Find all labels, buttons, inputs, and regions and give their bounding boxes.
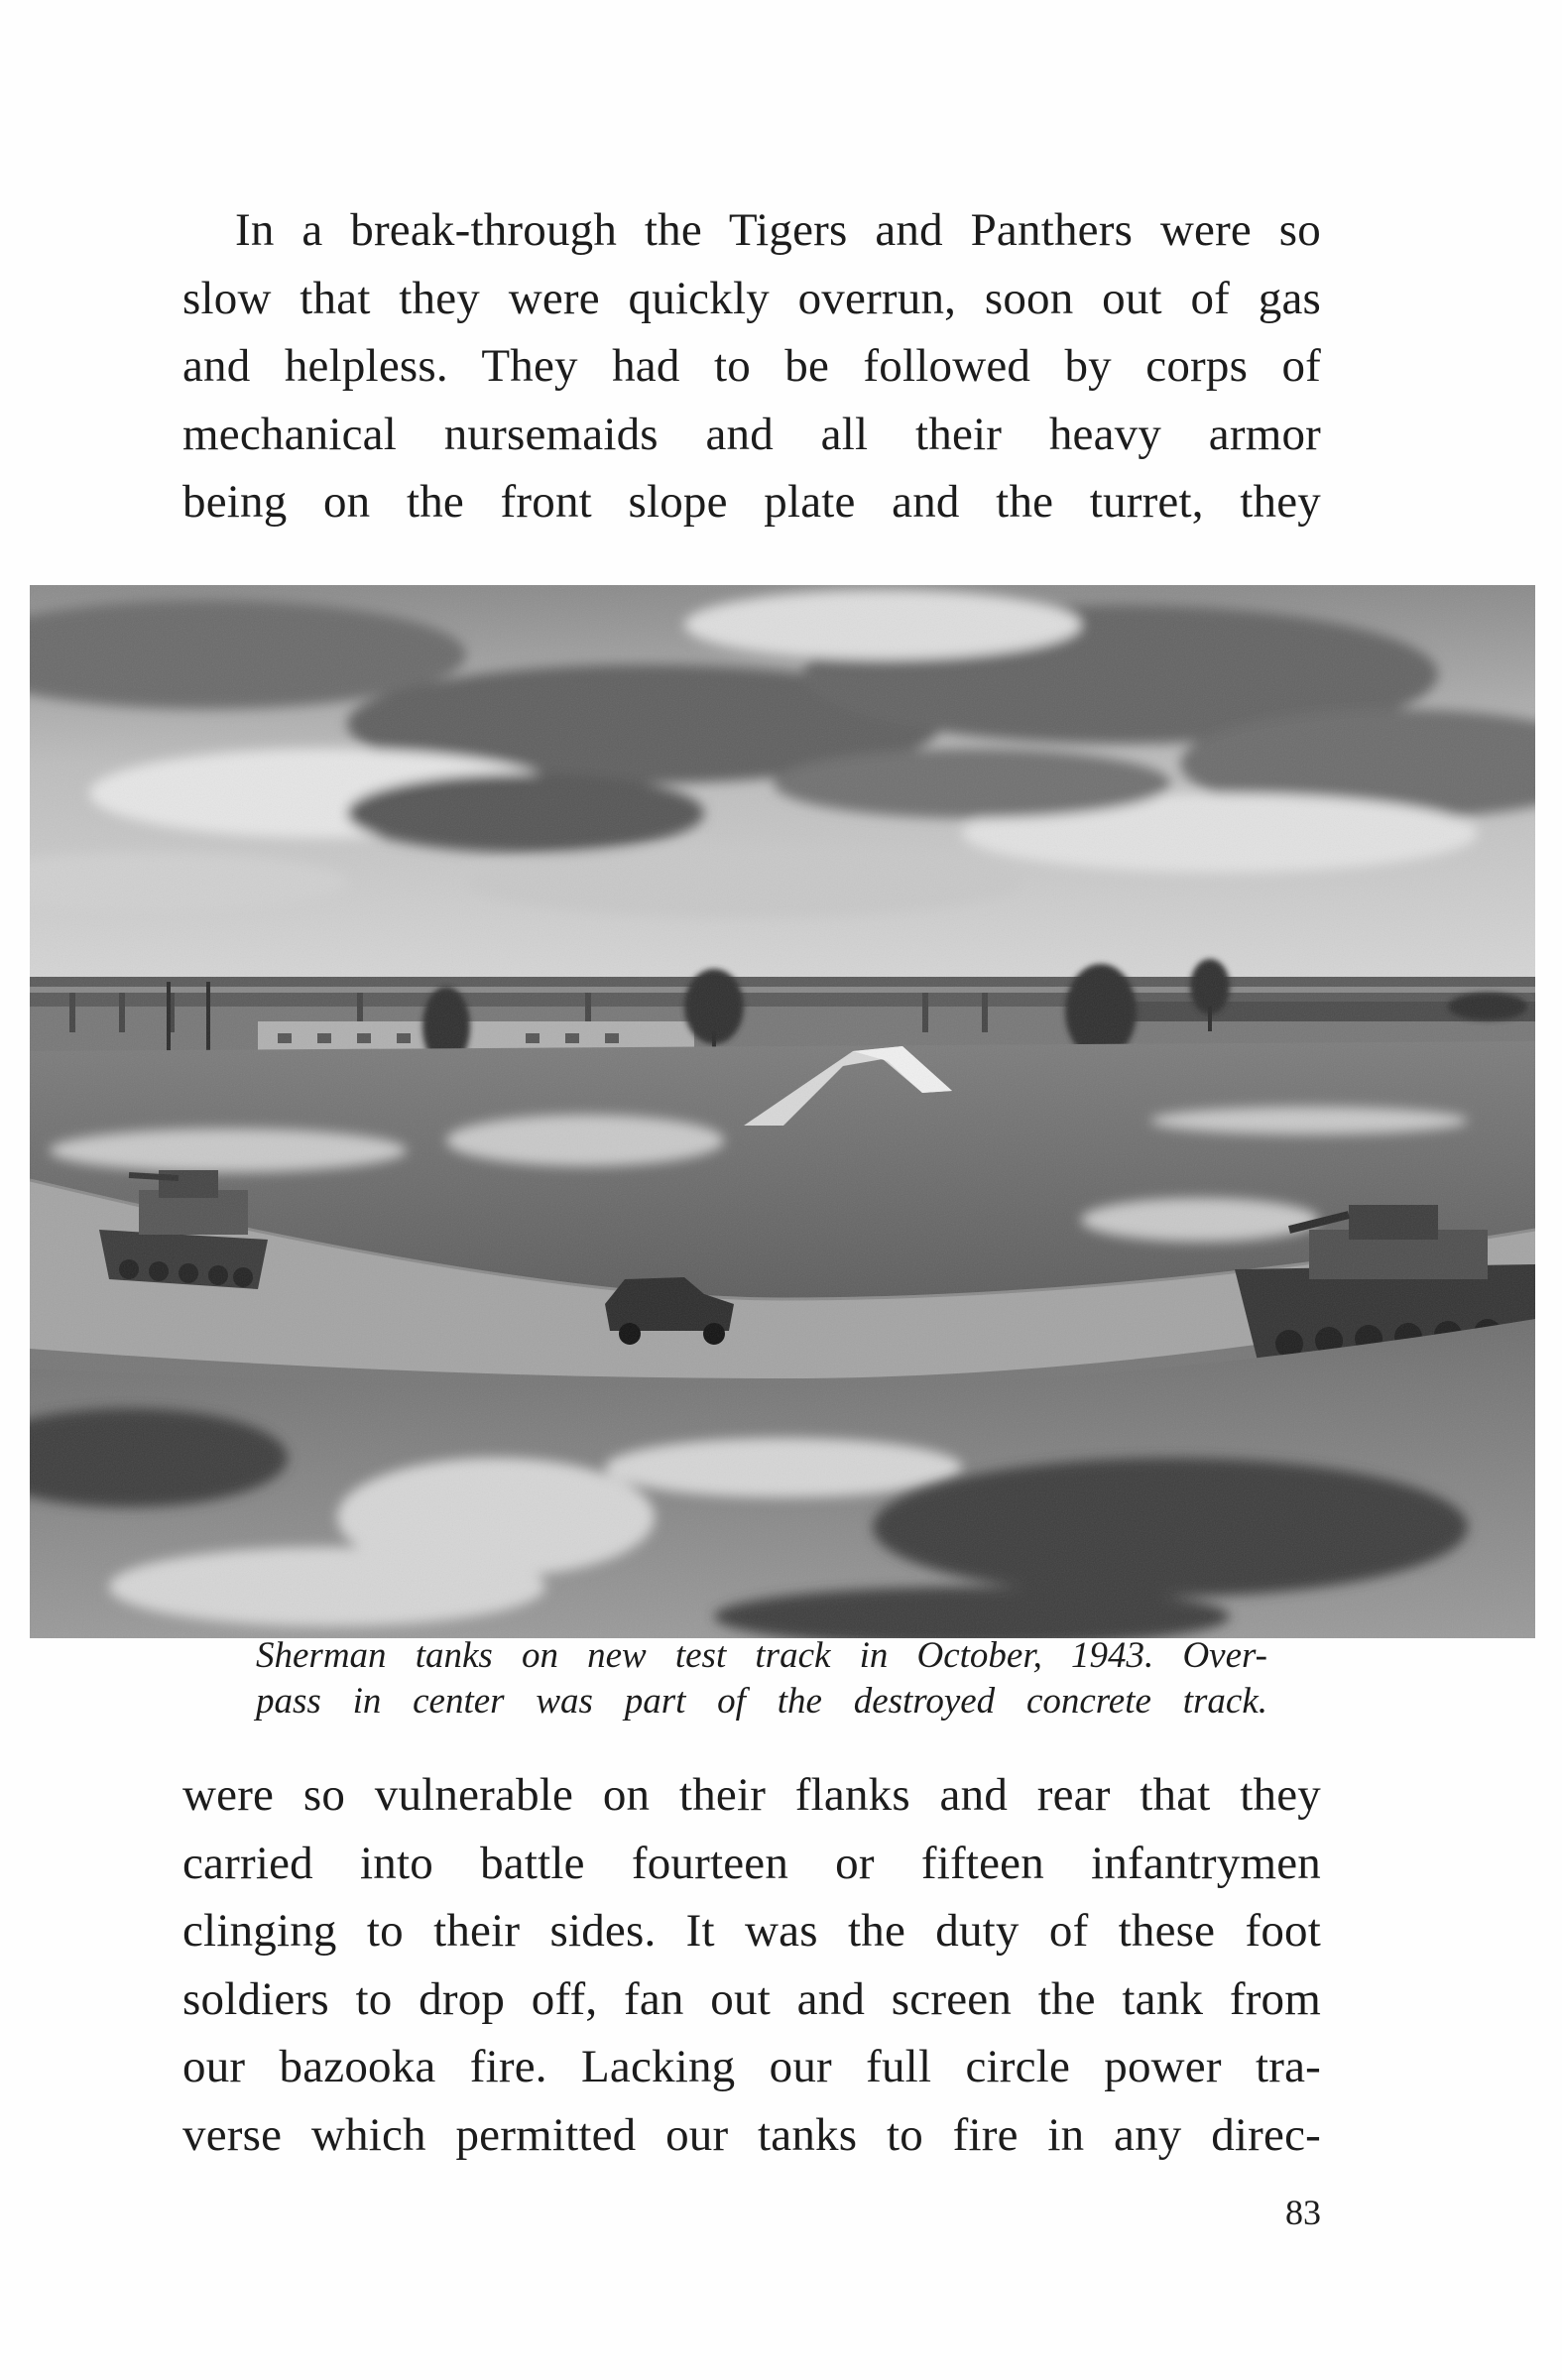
text-line: clinging to their sides. It was the duty of these foot [182, 1905, 1321, 1957]
text-line: soldiers to drop off, fan out and screen the tank from [182, 1972, 1321, 2025]
text-line: In a break-through the Tigers and Panthers were so [235, 204, 1321, 256]
text-line: being on the front slope plate and the turret, they [182, 476, 1321, 528]
body-text-bottom [182, 1761, 1321, 2169]
text-line: were so vulnerable on their flanks and rear that they [182, 1769, 1321, 1821]
text-line: slow that they were quickly overrun, soon out of gas [182, 272, 1321, 324]
body-text-top [182, 196, 1321, 536]
photo-caption [256, 1633, 1267, 1725]
text-line: mechanical nursemaids and all their heavy armor [182, 408, 1321, 460]
text-line: carried into battle fourteen or fifteen infantrymen [182, 1837, 1321, 1889]
caption-line: Sherman tanks on new test track in October, 1943. Over- [256, 1635, 1267, 1676]
page-number: 83 [1285, 2193, 1321, 2232]
text-line: verse which permitted our tanks to fire in any direc- [182, 2108, 1321, 2161]
text-line: our bazooka fire. Lacking our full circle power tra- [182, 2041, 1321, 2092]
text-line: and helpless. They had to be followed by corps of [182, 340, 1321, 392]
tank-test-track-photo [30, 585, 1535, 1638]
caption-line: pass in center was part of the destroyed concrete track. [256, 1681, 1267, 1722]
